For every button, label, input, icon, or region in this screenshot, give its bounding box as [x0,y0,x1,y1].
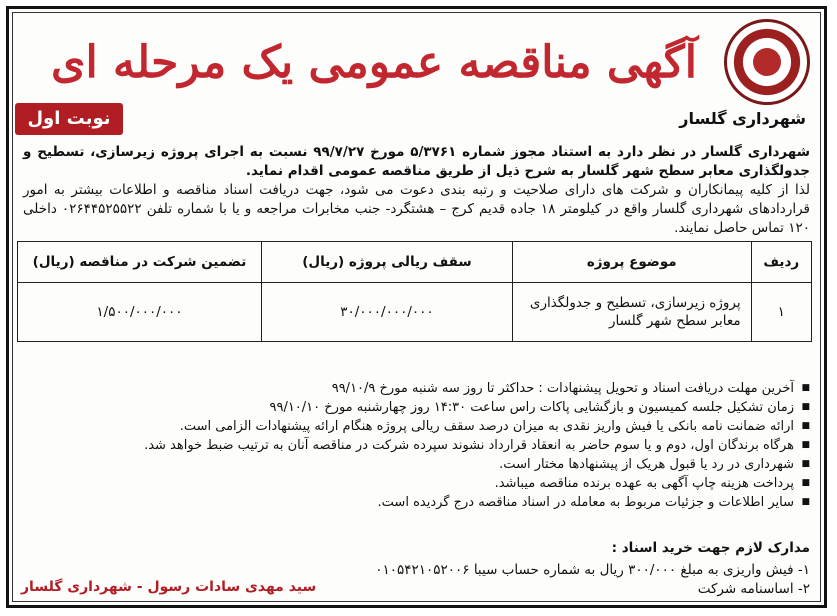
header-row-number: ردیف [751,242,811,283]
list-item: ■ سایر اطلاعات و جزئیات مربوط به معامله در اسناد مناقصه درج گردیده است. [23,493,810,512]
docs-list [375,561,810,599]
municipality-label: شهرداری گلسار [679,109,806,128]
cell-cap: ۳۰/۰۰۰/۰۰۰/۰۰۰ [261,283,512,342]
notice-title: آگهی مناقصه عمومی یک مرحله ای [51,37,697,88]
header-subject: موضوع پروژه [512,242,751,283]
list-item: ■ شهرداری در رد یا قبول هریک از پیشنهادها مختار است. [23,455,810,474]
docs-title: مدارک لازم جهت خرید اسناد : [611,540,810,556]
list-item: ■ آخرین مهلت دریافت اسناد و تحویل پیشنهادات : حداکثر تا روز سه شنبه مورخ ۹۹/۱۰/۹ [23,379,810,398]
list-item: ■ پرداخت هزینه چاپ آگهی به عهده برنده مناقصه میباشد. [23,474,810,493]
notes-list [23,379,810,512]
project-table [17,241,812,342]
cell-row-number: ۱ [751,283,811,342]
intro-paragraph-1: شهرداری گلسار در نظر دارد به استناد مجوز شماره ۵/۳۷۶۱ مورخ ۹۹/۷/۲۷ نسبت به اجرای پروژه زیرسازی، تسطیح و جدولگذاری معابر سطح شهر گلسار به شرح ذیل از طریق مناقصه عمومی اقدام نماید. [23,144,810,179]
list-item: ۲- اساسنامه شرکت [697,581,810,597]
seal-core [753,48,781,76]
list-item: ■ ارائه ضمانت نامه بانکی یا فیش واریز نقدی به میزان درصد سقف ریالی پروژه هنگام ارائه پیشنهادات الزامی است. [23,417,810,436]
signature: سید مهدی سادات رسول - شهرداری گلسار [21,579,317,595]
header-cap: سقف ریالی پروژه (ریال) [261,242,512,283]
intro-paragraph-2: لذا از کلیه پیمانکاران و شرکت های دارای صلاحیت و رتبه بندی دعوت می شود، جهت دریافت اسناد مناقصه و اطلاعات بیشتر به امور قراردادهای شهرداری گلسار واقع در کیلومتر ۱۸ جاده قدیم کرج – هشتگرد- جنب مخابرات مراجعه و یا با شماره تلفن ۰۲۶۴۴۵۲۵۵۲۲ داخلی ۱۲۰ تماس حاصل نمایند. [23,182,810,236]
list-item: ■ زمان تشکیل جلسه کمیسیون و بازگشایی پاکات راس ساعت ۱۴:۳۰ روز چهارشنبه مورخ ۹۹/۱۰/۱۰ [23,398,810,417]
municipality-seal-icon [724,19,810,105]
notice-frame [6,6,827,608]
cell-subject: پروژه زیرسازی، تسطیح و جدولگذاری معابر سطح شهر گلسار [512,283,751,342]
header [9,9,824,149]
cell-guarantee: ۱/۵۰۰/۰۰۰/۰۰۰ [18,283,262,342]
table-header-row [18,242,812,283]
intro-text [23,143,810,238]
list-item: ■ هرگاه برندگان اول، دوم و یا سوم حاضر به انعقاد قرارداد نشوند سپرده شرکت در مناقصه آنان به ترتیب ضبط خواهد شد. [23,436,810,455]
list-item: ۱- فیش واریزی به مبلغ ۳۰۰/۰۰۰ ریال به شماره حساب سیبا ۰۱۰۵۴۲۱۰۵۲۰۰۶ [375,562,810,578]
table-row [18,283,812,342]
round-badge: نوبت اول [15,103,123,135]
header-guarantee: تضمین شرکت در مناقصه (ریال) [18,242,262,283]
